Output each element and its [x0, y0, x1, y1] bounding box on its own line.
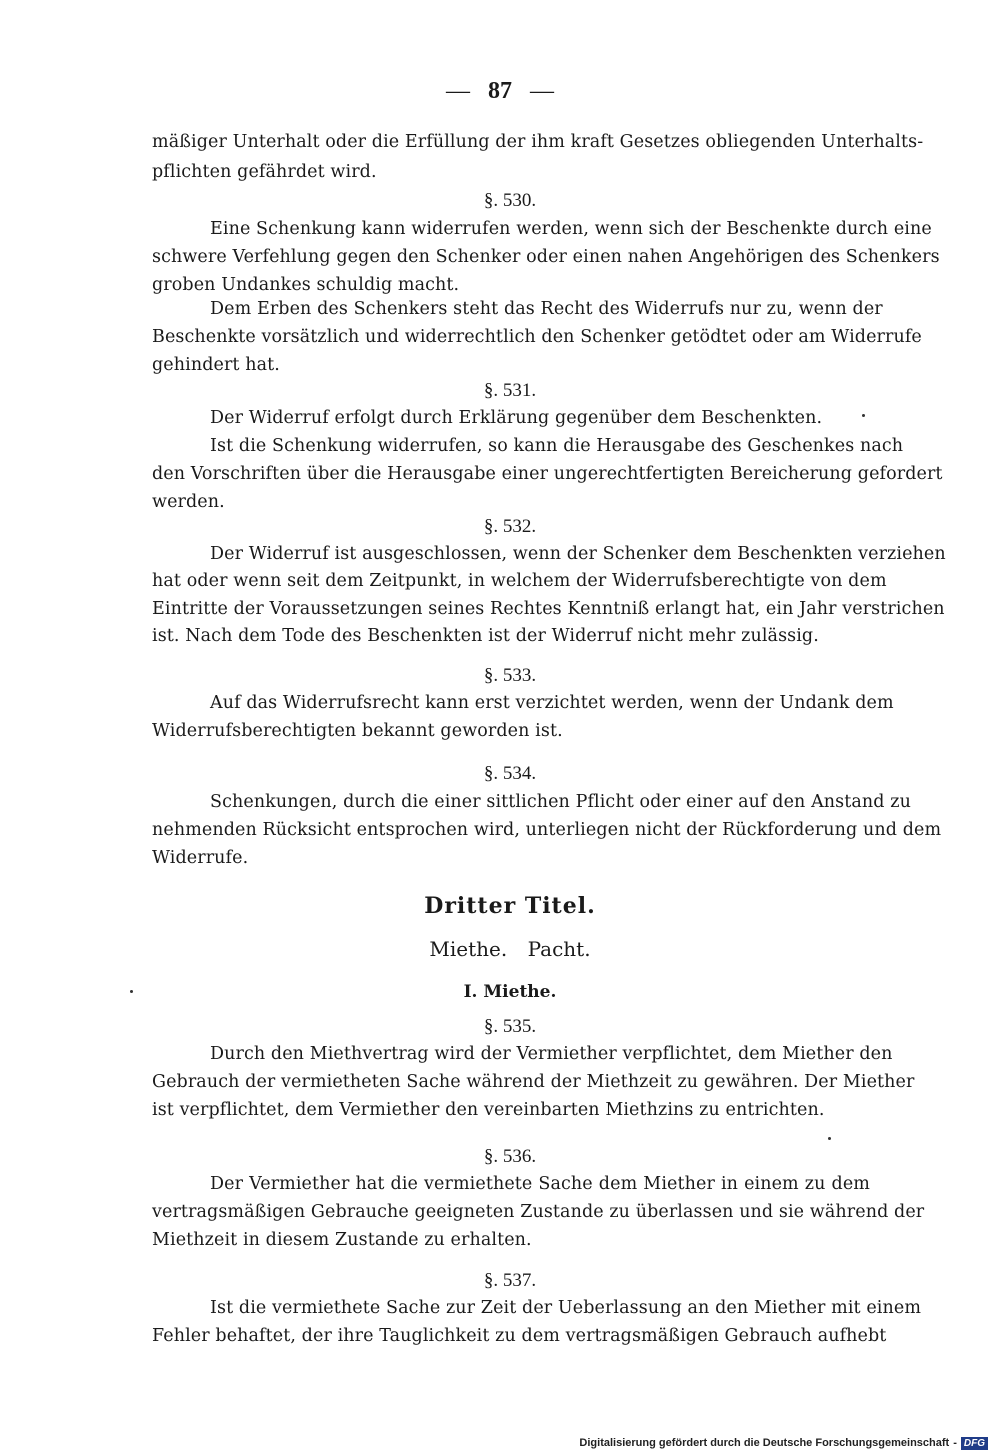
print-speck — [828, 1137, 831, 1140]
page-number-value: 87 — [488, 78, 512, 104]
text-line: Ist die vermiethete Sache zur Zeit der Ueberlassung an den Miether mit einem — [210, 1298, 922, 1318]
page-number: — 87 — — [446, 78, 554, 104]
print-speck — [130, 990, 133, 993]
text-line: gehindert hat. — [152, 355, 280, 375]
digitization-footer: Digitalisierung gefördert durch die Deutsche Forschungsgemeinschaft - DFG — [579, 1435, 988, 1451]
text-line: Ist die Schenkung widerrufen, so kann die Herausgabe des Geschenkes nach — [210, 436, 904, 456]
section-number-533: §. 533. — [483, 665, 537, 686]
section-number-531: §. 531. — [483, 380, 537, 401]
text-line: Eintritte der Voraussetzungen seines Rechtes Kenntniß erlangt hat, ein Jahr verstrichen — [152, 599, 945, 619]
text-line: Eine Schenkung kann widerrufen werden, wenn sich der Beschenkte durch eine — [210, 219, 932, 239]
text-line: Fehler behaftet, der ihre Tauglichkeit zu dem vertragsmäßigen Gebrauch aufhebt — [152, 1326, 887, 1346]
text-line: Auf das Widerrufsrecht kann erst verzichtet werden, wenn der Undank dem — [210, 693, 894, 713]
text-line: Miethzeit in diesem Zustande zu erhalten. — [152, 1230, 532, 1250]
text-line: groben Undankes schuldig macht. — [152, 275, 460, 295]
text-line: hat oder wenn seit dem Zeitpunkt, in welchem der Widerrufsberechtigte von dem — [152, 571, 887, 591]
text-line: Widerrufe. — [152, 848, 249, 868]
section-number-530: §. 530. — [483, 190, 537, 211]
title-heading: Dritter Titel. — [424, 893, 596, 919]
text-line: Der Widerruf erfolgt durch Erklärung gegenüber dem Beschenkten. — [210, 408, 823, 428]
text-line: werden. — [152, 492, 225, 512]
text-line: nehmenden Rücksicht entsprochen wird, unterliegen nicht der Rückforderung und dem — [152, 820, 942, 840]
text-line: Der Widerruf ist ausgeschlossen, wenn der Schenker dem Beschenkten verziehen — [210, 544, 946, 564]
footer-text: Digitalisierung gefördert durch die Deutsche Forschungsgemeinschaft — [579, 1437, 950, 1449]
text-line: mäßiger Unterhalt oder die Erfüllung der ihm kraft Gesetzes obliegenden Unterhalts- — [152, 132, 924, 152]
text-line: Beschenkte vorsätzlich und widerrechtlich den Schenker getödtet oder am Widerrufe — [152, 327, 922, 347]
text-line: Der Vermiether hat die vermiethete Sache dem Miether in einem zu dem — [210, 1174, 870, 1194]
text-line: Schenkungen, durch die einer sittlichen Pflicht oder einer auf den Anstand zu — [210, 792, 911, 812]
dfg-logo: DFG — [961, 1437, 988, 1450]
text-line: Dem Erben des Schenkers steht das Recht des Widerrufs nur zu, wenn der — [210, 299, 883, 319]
text-line: pflichten gefährdet wird. — [152, 162, 377, 182]
text-line: vertragsmäßigen Gebrauche geeigneten Zustande zu überlassen und sie während der — [152, 1202, 925, 1222]
section-number-532: §. 532. — [483, 516, 537, 537]
section-number-536: §. 536. — [483, 1146, 537, 1167]
text-line: Durch den Miethvertrag wird der Vermiether verpflichtet, dem Miether den — [210, 1044, 893, 1064]
text-line: ist. Nach dem Tode des Beschenkten ist der Widerruf nicht mehr zulässig. — [152, 626, 819, 646]
text-line: schwere Verfehlung gegen den Schenker oder einen nahen Angehörigen des Schenkers — [152, 247, 940, 267]
section-number-535: §. 535. — [483, 1016, 537, 1037]
print-speck — [862, 414, 865, 417]
section-number-534: §. 534. — [483, 763, 537, 784]
text-line: Widerrufsberechtigten bekannt geworden ist. — [152, 721, 563, 741]
section-heading: I. Miethe. — [463, 982, 557, 1002]
subtitle-heading: Miethe. Pacht. — [429, 937, 591, 961]
section-number-537: §. 537. — [483, 1270, 537, 1291]
text-line: ist verpflichtet, dem Vermiether den vereinbarten Miethzins zu entrichten. — [152, 1100, 825, 1120]
text-line: Gebrauch der vermietheten Sache während der Miethzeit zu gewähren. Der Miether — [152, 1072, 915, 1092]
text-line: den Vorschriften über die Herausgabe einer ungerechtfertigten Bereicherung gefordert — [152, 464, 943, 484]
